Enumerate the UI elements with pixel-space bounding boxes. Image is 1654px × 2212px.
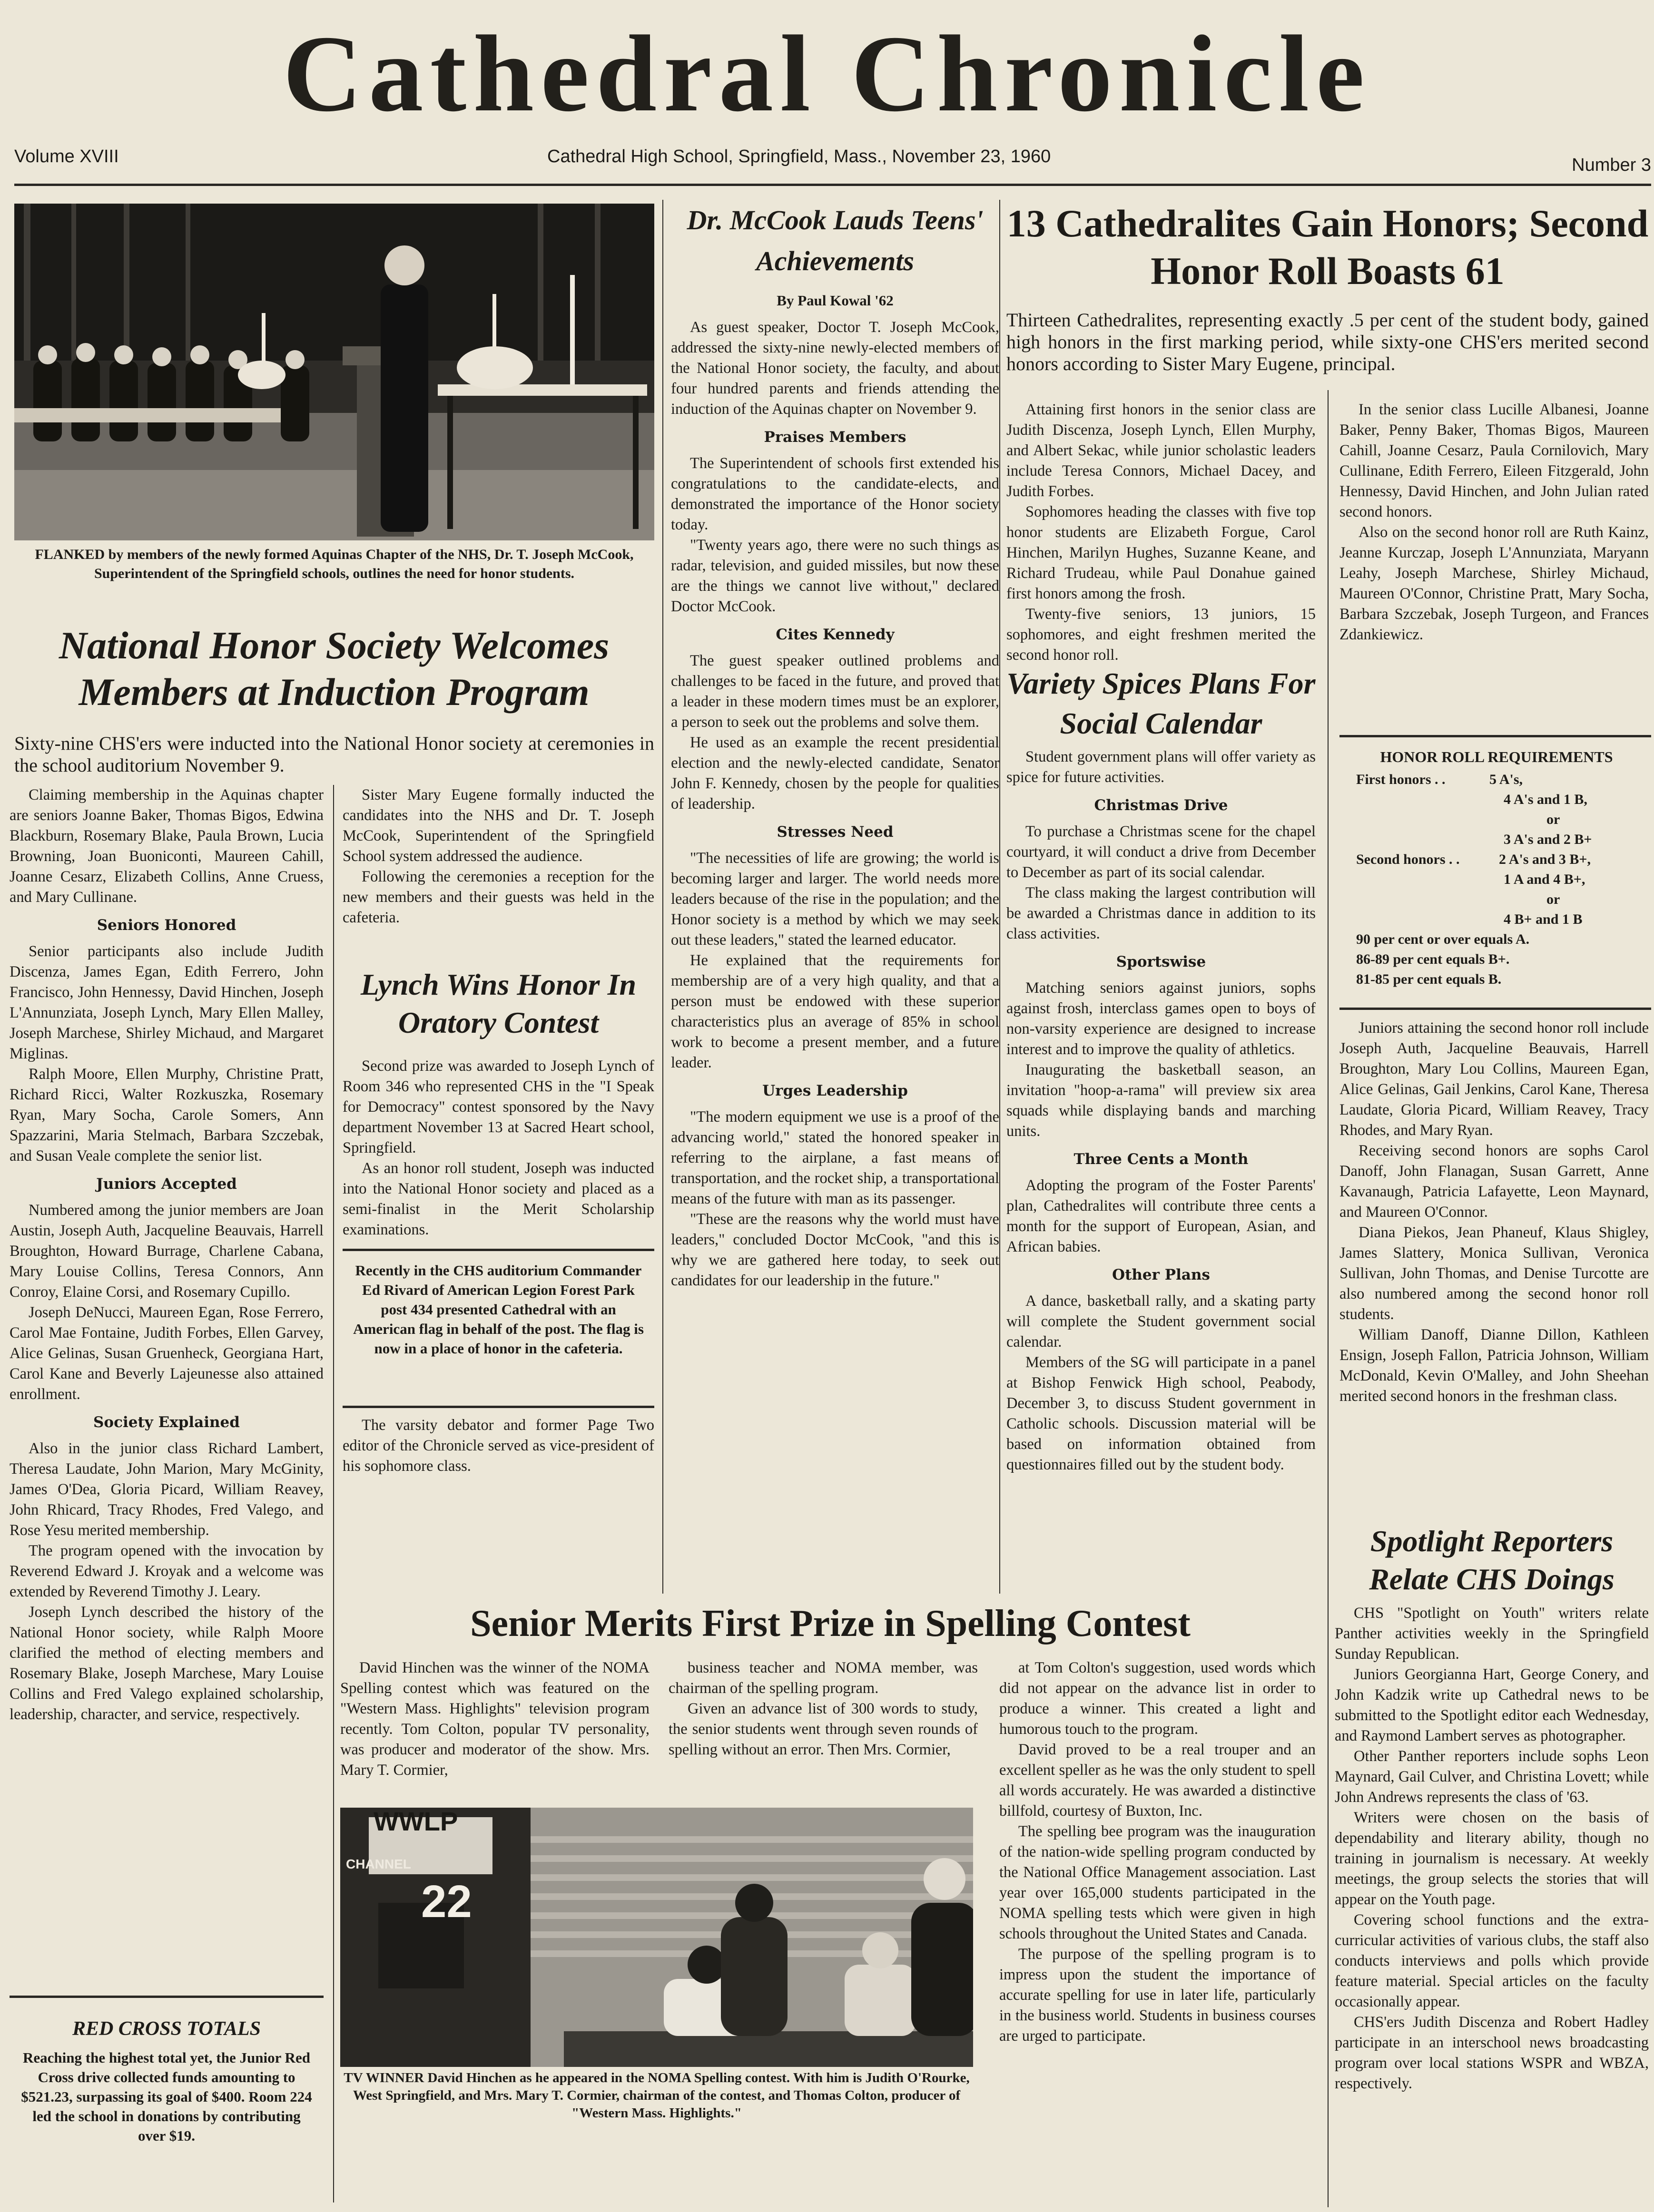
flagbox-body: Recently in the CHS auditorium Commander Ed Rivard of American Legion Forest Park post 434 presented Cathedral with an American flag in behalf of the post. The flag is now in a place of honor in the cafeteria. [353, 1262, 644, 1357]
honors-p1: Attaining first honors in the senior class are Judith Discenza, Joseph Lynch, Ellen Murphy, and Albert Sekac, while junior scholastic leaders include Teresa Connors, Michael Dacey, and Judith Forbes. [1006, 401, 1316, 500]
spelling-p1: David Hinchen was the winner of the NOMA Spelling contest which was featured on the "Western Mass. Highlights" television program recently. Tom Colton, popular TV personality, was producer and moderator of the show. Mrs. Mary T. Cormier, [340, 1659, 650, 1779]
flagbox-bottom-rule [343, 1406, 654, 1408]
req-or-1: or [1546, 812, 1560, 827]
req-second-label: Second honors . . [1356, 852, 1460, 867]
req-first-2: 4 A's and 1 B, [1504, 792, 1587, 807]
nhs-sub-seniors: Seniors Honored [97, 917, 236, 934]
req-top-rule [1339, 735, 1651, 737]
column-rule-2 [999, 200, 1000, 1594]
spelling-photo-art [340, 1808, 973, 2067]
mccook-p3: "Twenty years ago, there were no such things as radar, television, and guided missiles, but now these are the things we cannot live without," declared Doctor McCook. [671, 537, 999, 615]
variety-sub-other: Other Plans [1112, 1266, 1210, 1283]
mccook-byline: By Paul Kowal '62 [777, 292, 894, 309]
spelling-col-1 [340, 1658, 650, 1781]
mccook-p9: "These are the reasons why the world must have leaders," concluded Doctor McCook, "and this is why we are gathered here today, to seek out candidates for our leadership in the future." [671, 1211, 999, 1289]
honors-lede: Thirteen Cathedralites, representing exactly .5 per cent of the student body, gained high honors in the first marking period, while sixty-one CHS'ers merited second honors according to Sister Mary Eugene, principal. [1006, 309, 1649, 374]
nhs-lede: Sixty-nine CHS'ers were inducted into the National Honor society at ceremonies in the school auditorium November 9. [14, 733, 654, 776]
honors-col-1 [1006, 400, 1316, 666]
variety-p6: Adopting the program of the Foster Parents' plan, Cathedralites will contribute three cents a month for the support of European, Asian, and African babies. [1006, 1177, 1316, 1255]
lynch-p3: The varsity debator and former Page Two editor of the Chronicle served as vice-president of his sophomore class. [343, 1417, 654, 1475]
mccook-col [671, 285, 999, 1291]
honors-col-2 [1339, 400, 1649, 645]
spelling-col-2 [669, 1658, 978, 1760]
variety-p3: The class making the largest contribution will be awarded a Christmas dance in addition to its class activities. [1006, 884, 1316, 942]
spotlight-p4: Writers were chosen on the basis of dependability and literary ability, though no training in journalism is necessary. At weekly meetings, the group selects the stories that will appear on the Youth page. [1335, 1809, 1649, 1908]
variety-p4: Matching seniors against juniors, sophs against frosh, interclass games open to boys of non-varsity experience are designed to increase interest and to improve the quality of athletics. [1006, 979, 1316, 1058]
spelling-p7: The purpose of the spelling program is to impress upon the student the importance of accurate spelling for use in later life, particularly in the business world. Students in business courses are urged to participate. [999, 1946, 1316, 2045]
redcross-headline: RED CROSS TOTALS [72, 2018, 261, 2040]
spelling-p3: Given an advance list of 300 words to study, the senior students went through seven rounds of spelling without an error. Then Mrs. Cormier, [669, 1700, 978, 1758]
mccook-p7: He explained that the requirements for membership are of a very high quality, and that a person must be endowed with these superior characteristics plus an average of 85% in school work to become a present member, and a future leader. [671, 952, 999, 1071]
nhs-col-2 [343, 785, 654, 928]
issue-number: Number 3 [1572, 155, 1651, 175]
nhs-p10: Following the ceremonies a reception for the new members and their guests was held in the cafeteria. [343, 868, 654, 926]
honors-p6: Juniors attaining the second honor roll include Joseph Auth, Jacqueline Beauvais, Harrell Broughton, Mary Lou Collins, Maureen Egan, Alice Gelinas, Gail Jenkins, Carol Kane, Theresa Laudate, Gloria Picard, William Reavey, Tracy Rhodes, and Mary Ryan. [1339, 1019, 1649, 1139]
honor-roll-requirements [1347, 747, 1646, 989]
mccook-p2: The Superintendent of schools first extended his congratulations to the candidate-elects, and demonstrated the importance of the Honor society today. [671, 455, 999, 533]
nhs-sub-society: Society Explained [93, 1414, 240, 1431]
spelling-p2: business teacher and NOMA member, was chairman of the spelling program. [669, 1659, 978, 1697]
redcross-body: Reaching the highest total yet, the Junior Red Cross drive collected funds amounting to $521.23, surpassing its goal of $400. Room 224 led the school in donations by contributing over $19. [21, 2049, 312, 2144]
honors-p2: Sophomores heading the classes with five top honor students are Elizabeth Forgue, Carol Hinchen, Marilyn Hughes, Suzanne Keane, and Richard Trudeau, while Paul Donahue gained first honors among the frosh. [1006, 503, 1316, 602]
camera-number: 22 [421, 1876, 472, 1927]
nhs-col-1 [10, 785, 324, 1725]
spotlight-col [1335, 1603, 1649, 2094]
req-scale-1: 90 per cent or over equals A. [1356, 931, 1530, 947]
induction-photo-art [14, 204, 654, 540]
honors-col-2b [1339, 1018, 1649, 1407]
spotlight-p6: CHS'ers Judith Discenza and Robert Hadley participate in an interschool news broadcasting program over local stations WSPR and WBZA, respectively. [1335, 2014, 1649, 2092]
redcross-top-rule [10, 1996, 324, 1998]
mccook-p4: The guest speaker outlined problems and challenges to be faced in the future, and proved that a leader in these modern times must be an explorer, a person to seek out the problems and solve them. [671, 652, 999, 731]
flagbox-top-rule [343, 1249, 654, 1251]
variety-headline: Variety Spices Plans For Social Calendar [1006, 666, 1316, 740]
camera-sign: WWLP [374, 1808, 458, 1836]
spotlight-headline: Spotlight Reporters Relate CHS Doings [1369, 1524, 1615, 1596]
spelling-col-3 [999, 1658, 1316, 2046]
req-scale-2: 86-89 per cent equals B+. [1356, 951, 1510, 967]
nhs-p3: Ralph Moore, Ellen Murphy, Christine Pratt, Richard Ricci, Walter Rozkuszka, Rosemary Ryan, Mary Socha, Carole Somers, Ann Spazzarini, Maria Stelmach, Barbara Szczebak, and Susan Veale complete the senior list. [10, 1066, 324, 1165]
req-second-3: 4 B+ and 1 B [1504, 911, 1583, 927]
req-scale-3: 81-85 per cent equals B. [1356, 971, 1502, 987]
req-first-3: 3 A's and 2 B+ [1504, 832, 1592, 847]
lynch-col-bottom [343, 1415, 654, 1477]
newspaper-title: Cathedral Chronicle [283, 13, 1371, 134]
spotlight-p2: Juniors Georgianna Hart, George Conery, and John Kadzik write up Cathedral news to be submitted to the Spotlight editor each Wednesday, and Raymond Lambert serves as photographer. [1335, 1666, 1649, 1744]
req-first-1: 5 A's, [1489, 772, 1523, 787]
camera-channel: CHANNEL [346, 1857, 411, 1871]
req-or-2: or [1546, 891, 1560, 907]
spotlight-p5: Covering school functions and the extra-curricular activities of various clubs, the staff also conducts interviews and polls which provide feature material. Special articles on the faculty occasionally appear. [1335, 1911, 1649, 2010]
mccook-p6: "The necessities of life are growing; the world is becoming larger and larger. The world needs more leaders because of the rise in the population; and the Honor society is a method by which we may seek out these leaders," stated the learned educator. [671, 850, 999, 949]
honors-p8: Diana Piekos, Jean Phaneuf, Klaus Shigley, James Slattery, Monica Sullivan, Veronica Sullivan, John Thomas, and Denise Turcotte are also numbered among the second honor roll students. [1339, 1224, 1649, 1323]
req-second-2: 1 A and 4 B+, [1504, 871, 1585, 887]
nhs-sub-juniors: Juniors Accepted [96, 1175, 237, 1193]
variety-sub-sports: Sportswise [1116, 953, 1206, 970]
lynch-p1: Second prize was awarded to Joseph Lynch of Room 346 who represented CHS in the "I Speak for Democracy" contest sponsored by the Navy department November 13 at Sacred Heart school, Springfield. [343, 1057, 654, 1156]
req-first-label: First honors . . [1356, 772, 1446, 787]
dateline [14, 144, 1651, 186]
nhs-p8: Joseph Lynch described the history of the National Honor society, while Ralph Moore clarified the method of electing members and Rosemary Blake, Joseph Marchese, Mary Louise Collins and Fred Valego explained scholarship, leadership, character, and service, respectively. [10, 1604, 324, 1723]
mccook-p8: "The modern equipment we use is a proof of the advancing world," stated the honored speaker in referring to the airplane, a fast means of transportation, and the rocket ship, a transportational means of the future with man as its passenger. [671, 1108, 999, 1207]
nhs-headline: National Honor Society Welcomes Members at Induction Program [59, 624, 610, 714]
req-bottom-rule [1339, 1008, 1651, 1010]
nhs-p9: Sister Mary Eugene formally inducted the candidates into the NHS and Dr. T. Joseph McCook, Superintendent of the Springfield School system addressed the audience. [343, 786, 654, 865]
spelling-headline: Senior Merits First Prize in Spelling Contest [470, 1603, 1191, 1644]
variety-p7: A dance, basketball rally, and a skating party will complete the Student government social calendar. [1006, 1292, 1316, 1351]
honors-p7: Receiving second honors are sophs Carol Danoff, John Flanagan, Susan Garrett, Anne Kavanaugh, Patricia Lafayette, Leon Maynard, and Maureen O'Connor. [1339, 1142, 1649, 1221]
spotlight-p3: Other Panther reporters include sophs Leon Maynard, Gail Culver, and Christina Lovett; while John Andrews represents the class of '63. [1335, 1748, 1649, 1806]
spelling-p5: David proved to be a real trouper and an excellent speller as he was the only student to spell all words accurately. He was awarded a distinctive billfold, courtesy of Buxton, Inc. [999, 1741, 1316, 1820]
honors-p3: Twenty-five seniors, 13 juniors, 15 sophomores, and eight freshmen merited the second honor roll. [1006, 606, 1316, 664]
variety-sub-christmas: Christmas Drive [1094, 797, 1228, 814]
mccook-p1: As guest speaker, Doctor T. Joseph McCook, addressed the sixty-nine newly-elected members of the National Honor society, the faculty, and about four hundred parents and friends attending the induction of the Aquinas chapter on November 9. [671, 319, 999, 418]
variety-p8: Members of the SG will participate in a panel at Bishop Fenwick High school, Peabody, December 3, to discuss Student government in Catholic schools. Discussion material will be based on information obtained from questionnaires filled out by the student body. [1006, 1354, 1316, 1473]
variety-p1: Student government plans will offer variety as spice for future activities. [1006, 748, 1316, 786]
spelling-photo [340, 1808, 973, 2067]
honors-p5: Also on the second honor roll are Ruth Kainz, Jeanne Kurczap, Joseph L'Annunziata, Maryann Leahy, Joseph Marchese, Shirley Michaud, Maureen O'Connor, Christine Pratt, Mary Socha, Barbara Szczebak, Joseph Turgeon, and Frances Zdankiewicz. [1339, 524, 1649, 643]
mccook-sub-kennedy: Cites Kennedy [776, 626, 895, 643]
nhs-p4: Numbered among the junior members are Joan Austin, Joseph Auth, Jacqueline Beauvais, Harrell Broughton, Howard Burrage, Charlene Cabana, Mary Louise Collins, Teresa Connors, Ann Conroy, Elaine Corsi, and Rosemary Cupillo. [10, 1202, 324, 1301]
spelling-p6: The spelling bee program was the inauguration of the nation-wide spelling program conducted by the National Office Management association. Last year over 165,000 students participated in the NOMA spelling tests which were given in high schools throughout the United States and Canada. [999, 1823, 1316, 1942]
variety-p5: Inaugurating the basketball season, an invitation "hoop-a-rama" will preview six area squads while displaying bands and marching units. [1006, 1061, 1316, 1140]
req-second-1: 2 A's and 3 B+, [1499, 852, 1591, 867]
honors-p4: In the senior class Lucille Albanesi, Joanne Baker, Penny Baker, Thomas Bigos, Maureen Cahill, Joanne Cesarz, Paula Cornilovich, Mary Cullinane, Edith Ferrero, Eileen Fitzgerald, John Hennessy, David Hinchen, and John Julian rated second honors. [1339, 401, 1649, 520]
volume-label: Volume XVIII [14, 147, 119, 166]
induction-photo-caption: FLANKED by members of the newly formed Aquinas Chapter of the NHS, Dr. T. Joseph McCook, Superintendent of the Springfield schools, outlines the need for honor students. [35, 547, 634, 581]
mccook-sub-need: Stresses Need [777, 823, 894, 841]
spelling-photo-caption: TV WINNER David Hinchen as he appeared in the NOMA Spelling contest. With him is Judith O'Rourke, West Springfield, and Mrs. Mary T. Cormier, chairman of the contest, and Thomas Colton, producer of "Western Mass. Highlights." [344, 2070, 970, 2121]
variety-p2: To purchase a Christmas scene for the chapel courtyard, it will conduct a drive from December to December as part of its social calendar. [1006, 823, 1316, 881]
variety-sub-cents: Three Cents a Month [1073, 1151, 1249, 1168]
mccook-sub-praises: Praises Members [764, 429, 906, 446]
nhs-p2: Senior participants also include Judith Discenza, James Egan, Edith Ferrero, John Francisco, John Hennessy, David Hinchen, Joseph L'Annunziata, Joseph Lynch, Mary Ellen Malley, Joseph Marchese, Shirley Michaud, and Margaret Miglinas. [10, 943, 324, 1062]
nhs-p1: Claiming membership in the Aquinas chapter are seniors Joanne Baker, Thomas Bigos, Edwina Blackburn, Rosemary Blake, Paula Brown, Lucia Browning, Joan Buoniconti, Maureen Cahill, Joanne Cesarz, Elizabeth Collins, Anne Cruess, and Mary Cullinane. [10, 786, 324, 906]
req-title: HONOR ROLL REQUIREMENTS [1380, 748, 1613, 765]
variety-col [1006, 747, 1316, 1475]
column-rule-3 [1328, 390, 1329, 2207]
nhs-p5: Joseph DeNucci, Maureen Egan, Rose Ferrero, Carol Mae Fontaine, Judith Forbes, Ellen Garvey, Alice Gelinas, Susan Gruenheck, Georgiana Hart, Carol Kane and Beverly Lajeunesse also attained enrollment. [10, 1304, 324, 1403]
column-rule-4 [333, 785, 334, 2202]
nhs-p6: Also in the junior class Richard Lambert, Theresa Laudate, John Marion, Mary McGinity, James O'Dea, Gloria Picard, William Reavey, John Rhicard, Tracy Rhodes, Fred Valego, and Rose Yesu merited membership. [10, 1440, 324, 1539]
spelling-p4: at Tom Colton's suggestion, used words which did not appear on the advance list in order to produce a winner. This created a light and humorous touch to the program. [999, 1659, 1316, 1738]
mccook-p5: He used as an example the recent presidential election and the newly-elected candidate, Senator John F. Kennedy, chosen by the people for qualities of leadership. [671, 734, 999, 812]
induction-photo [14, 204, 654, 540]
honors-p9: William Danoff, Dianne Dillon, Kathleen Ensign, Joseph Fallon, Patricia Johnson, William McDonald, Kevin O'Malley, and John Sheehan merited second honors in the freshman class. [1339, 1326, 1649, 1405]
mccook-sub-leadership: Urges Leadership [762, 1082, 908, 1099]
lynch-headline: Lynch Wins Honor In Oratory Contest [360, 968, 637, 1039]
school-date-line: Cathedral High School, Springfield, Mass., November 23, 1960 [547, 147, 1051, 166]
lynch-col-top [343, 1056, 654, 1240]
honors-headline: 13 Cathedralites Gain Honors; Second Honor Roll Boasts 61 [1006, 202, 1649, 293]
lynch-p2: As an honor roll student, Joseph was inducted into the National Honor society and placed as a semi-finalist in the Merit Scholarship examinations. [343, 1160, 654, 1238]
nhs-p7: The program opened with the invocation by Reverend Edward J. Kroyak and a welcome was extended by Reverend Timothy J. Leary. [10, 1542, 324, 1600]
spotlight-p1: CHS "Spotlight on Youth" writers relate Panther activities weekly in the Springfield Sunday Republican. [1335, 1605, 1649, 1663]
mccook-headline: Dr. McCook Lauds Teens' Achievements [687, 205, 984, 276]
column-rule-1 [662, 200, 663, 1594]
